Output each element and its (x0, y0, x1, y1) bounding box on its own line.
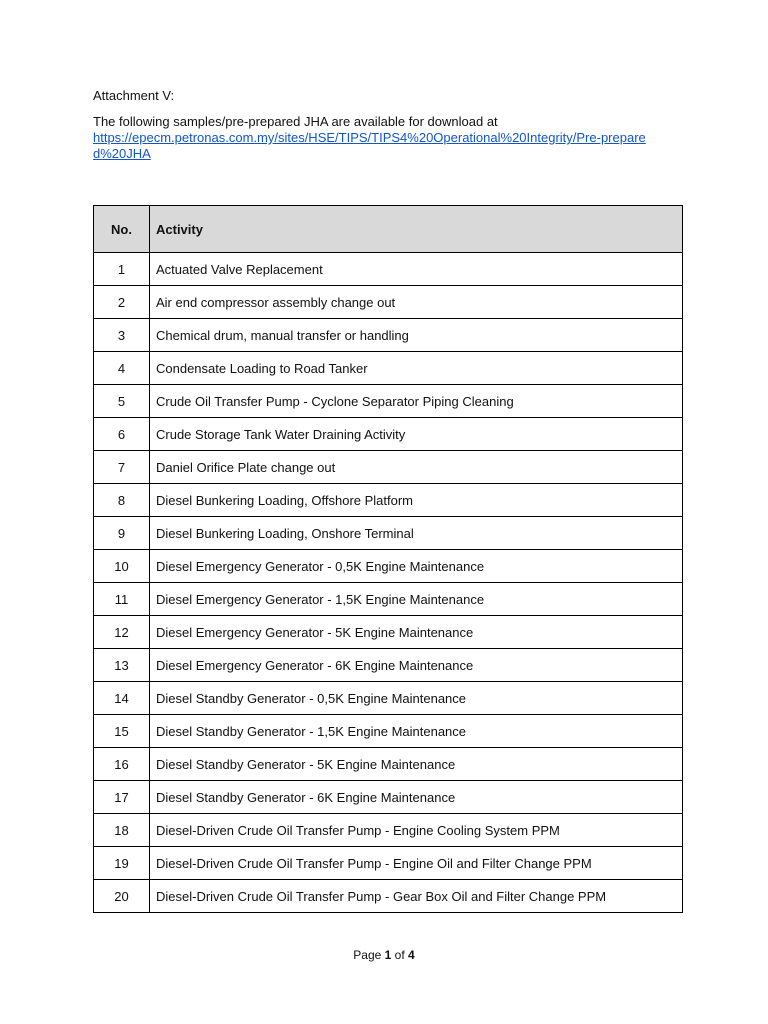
row-number: 19 (94, 847, 150, 880)
intro-text: The following samples/pre-prepared JHA are available for download at (93, 114, 498, 129)
row-number: 8 (94, 484, 150, 517)
row-activity: Chemical drum, manual transfer or handling (150, 319, 683, 352)
row-activity: Diesel Emergency Generator - 6K Engine Maintenance (150, 649, 683, 682)
row-number: 15 (94, 715, 150, 748)
row-activity: Diesel Emergency Generator - 1,5K Engine Maintenance (150, 583, 683, 616)
row-activity: Diesel Standby Generator - 1,5K Engine Maintenance (150, 715, 683, 748)
table-row (94, 616, 683, 649)
table-row (94, 550, 683, 583)
table-row (94, 814, 683, 847)
row-number: 17 (94, 781, 150, 814)
page-total: 4 (408, 948, 415, 962)
table-row (94, 418, 683, 451)
row-activity: Diesel Standby Generator - 6K Engine Maintenance (150, 781, 683, 814)
attachment-heading: Attachment V: (93, 88, 175, 103)
table-body (94, 253, 683, 913)
row-activity: Actuated Valve Replacement (150, 253, 683, 286)
row-number: 12 (94, 616, 150, 649)
row-activity: Daniel Orifice Plate change out (150, 451, 683, 484)
row-number: 3 (94, 319, 150, 352)
row-number: 7 (94, 451, 150, 484)
row-number: 11 (94, 583, 150, 616)
row-activity: Condensate Loading to Road Tanker (150, 352, 683, 385)
row-activity: Diesel Bunkering Loading, Onshore Terminal (150, 517, 683, 550)
row-number: 14 (94, 682, 150, 715)
row-activity: Crude Storage Tank Water Draining Activity (150, 418, 683, 451)
table-row (94, 583, 683, 616)
jha-table (93, 205, 683, 913)
table-row (94, 385, 683, 418)
row-number: 2 (94, 286, 150, 319)
row-activity: Diesel Emergency Generator - 5K Engine Maintenance (150, 616, 683, 649)
row-number: 5 (94, 385, 150, 418)
row-number: 6 (94, 418, 150, 451)
table-row (94, 682, 683, 715)
row-number: 1 (94, 253, 150, 286)
row-activity: Diesel-Driven Crude Oil Transfer Pump - Engine Oil and Filter Change PPM (150, 847, 683, 880)
row-activity: Diesel-Driven Crude Oil Transfer Pump - Gear Box Oil and Filter Change PPM (150, 880, 683, 913)
row-number: 18 (94, 814, 150, 847)
of-word: of (394, 948, 405, 962)
table-row (94, 715, 683, 748)
row-number: 10 (94, 550, 150, 583)
page-word: Page (353, 948, 382, 962)
table-row (94, 286, 683, 319)
row-activity: Diesel-Driven Crude Oil Transfer Pump - Engine Cooling System PPM (150, 814, 683, 847)
row-number: 13 (94, 649, 150, 682)
row-number: 20 (94, 880, 150, 913)
table-row (94, 649, 683, 682)
table-row (94, 451, 683, 484)
table-row (94, 253, 683, 286)
row-activity: Diesel Standby Generator - 0,5K Engine Maintenance (150, 682, 683, 715)
header-activity: Activity (150, 206, 683, 253)
table-row (94, 517, 683, 550)
row-number: 16 (94, 748, 150, 781)
table-row (94, 748, 683, 781)
row-activity: Diesel Bunkering Loading, Offshore Platform (150, 484, 683, 517)
table-row (94, 781, 683, 814)
row-activity: Air end compressor assembly change out (150, 286, 683, 319)
row-activity: Crude Oil Transfer Pump - Cyclone Separator Piping Cleaning (150, 385, 683, 418)
header-no: No. (94, 206, 150, 253)
row-number: 9 (94, 517, 150, 550)
table-row (94, 880, 683, 913)
page-footer (0, 948, 768, 962)
table-row (94, 484, 683, 517)
row-activity: Diesel Standby Generator - 5K Engine Maintenance (150, 748, 683, 781)
page-current: 1 (384, 948, 392, 962)
row-number: 4 (94, 352, 150, 385)
table-row (94, 847, 683, 880)
table-header-row (94, 206, 683, 253)
row-activity: Diesel Emergency Generator - 0,5K Engine Maintenance (150, 550, 683, 583)
table-row (94, 352, 683, 385)
table-row (94, 319, 683, 352)
download-link[interactable]: https://epecm.petronas.com.my/sites/HSE/TIPS/TIPS4%20Operational%20Integrity/Pre-prepared%20JHA (93, 130, 646, 161)
intro-paragraph (93, 114, 653, 162)
